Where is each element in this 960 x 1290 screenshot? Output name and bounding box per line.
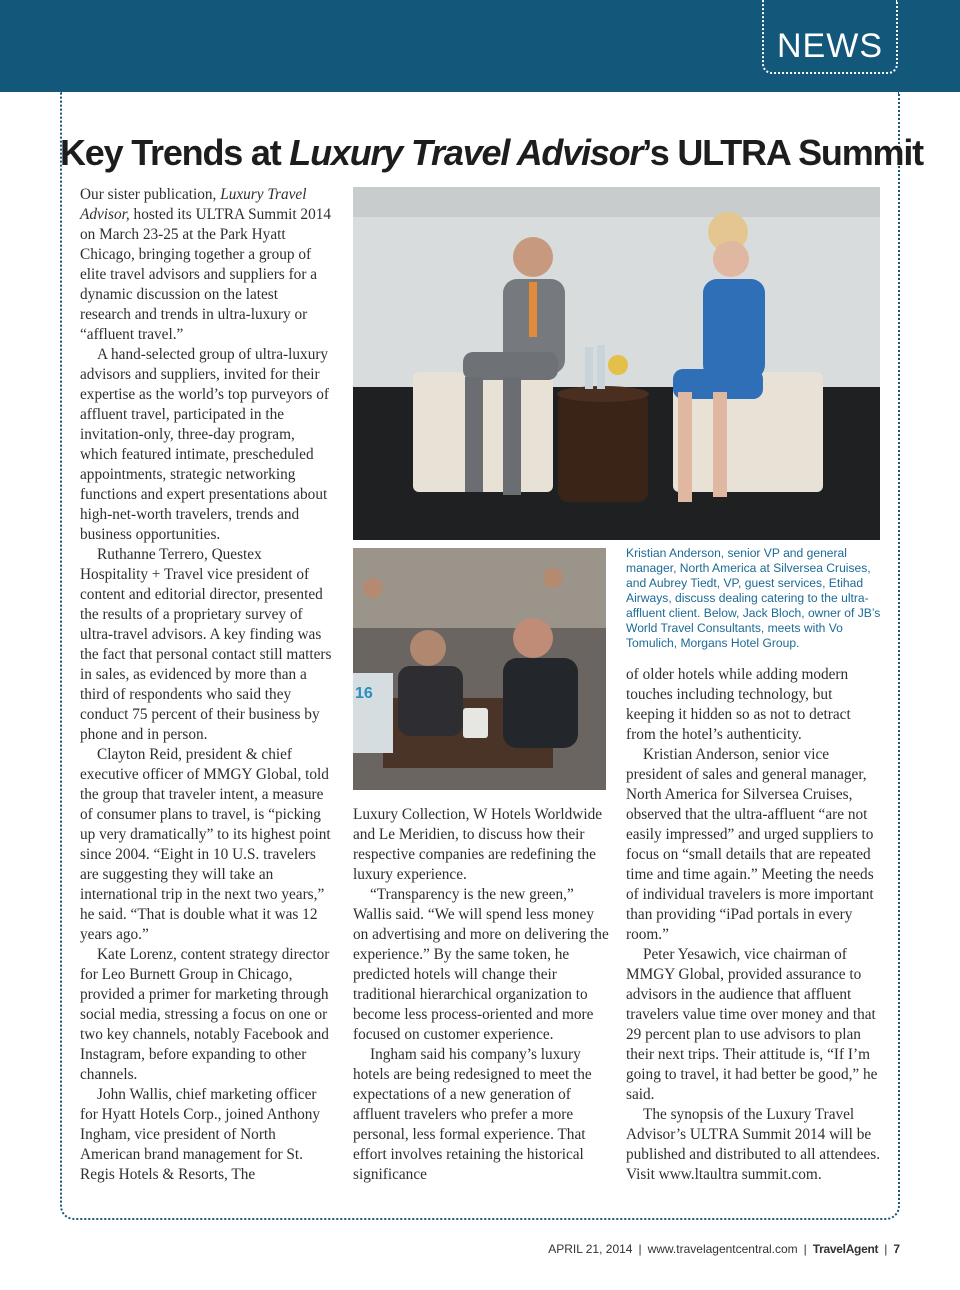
footer-url: www.travelagentcentral.com <box>647 1242 798 1256</box>
meeting-photo <box>353 548 606 790</box>
article-column-1 <box>80 185 332 1185</box>
column2-paragraph-1: Luxury Collection, W Hotels Worldwide and Le Meridien, to discuss how their respective companies are redefining the luxury experience. <box>353 806 603 883</box>
footer-page-number: 7 <box>893 1242 900 1256</box>
article-column-2 <box>353 805 609 1185</box>
top-banner <box>0 0 960 92</box>
panel-discussion-illustration <box>353 187 880 540</box>
column1-paragraph-6: John Wallis, chief marketing officer for Hyatt Hotels Corp., joined Anthony Ingham, vice president of North American brand management for St. Regis Hotels & Resorts, The <box>80 1086 321 1183</box>
column1-paragraph-1 <box>80 185 332 345</box>
column1-p1-rest: hosted its ULTRA Summit 2014 on March 23-25 at the Park Hyatt Chicago, bringing together a group of elite travel advisors and suppliers for a dynamic discussion on the latest research and trends in ultra-luxury or “affluent travel.” <box>80 206 332 343</box>
panel-discussion-photo <box>353 187 880 540</box>
column1-p1-prefix: Our sister publication, <box>80 186 221 203</box>
table-number-sign: 16 <box>355 685 373 702</box>
footer-separator: | <box>803 1242 807 1256</box>
headline-part-1: Key Trends at <box>60 132 290 173</box>
footer-date: APRIL 21, 2014 <box>548 1242 633 1256</box>
footer-brand-logo: TravelAgent <box>812 1242 879 1256</box>
column1-paragraph-2: A hand-selected group of ultra-luxury advisors and suppliers, invited for their expertise as the world’s top purveyors of affluent travel, participated in the invitation-only, three-day program, which featured intimate, prescheduled appointments, strategic networking functions and expert presentations about high-net-worth travelers, trends and business opportunities. <box>80 346 329 543</box>
meeting-illustration <box>353 548 606 790</box>
column2-paragraph-3: Ingham said his company’s luxury hotels are being redesigned to meet the expectations of a new generation of affluent travelers who prefer a more personal, less formal experience. That effort involves retaining the historical significance <box>353 1046 592 1183</box>
column3-paragraph-1: of older hotels while adding modern touches including technology, but keeping it hidden so as not to detract from the hotel’s authenticity. <box>626 666 851 743</box>
column1-paragraph-5: Kate Lorenz, content strategy director for Leo Burnett Group in Chicago, provided a primer for marketing through social media, stressing a focus on one or two key channels, notably Facebook and Instagram, before expanding to other channels. <box>80 946 330 1083</box>
column3-paragraph-3: Peter Yesawich, vice chairman of MMGY Global, provided assurance to advisors in the audience that affluent travelers value time over money and that 29 percent plan to use advisors to plan their next trips. Their attitude is, “If I’m going to travel, it had better be good,” he said. <box>626 946 878 1103</box>
column3-paragraph-4: The synopsis of the Luxury Travel Advisor’s ULTRA Summit 2014 will be published and distributed to all attendees. Visit www.ltaultra summit.com. <box>626 1106 881 1183</box>
photo-caption: Kristian Anderson, senior VP and general manager, North America at Silversea Cruises, and Aubrey Tiedt, VP, guest services, Etihad Airways, discuss dealing catering to the ultra-affluent client. Below, Jack Bloch, owner of JB’s World Travel Consultants, meets with Vo Tomulich, Morgans Hotel Group. <box>626 546 881 650</box>
page-footer <box>548 1242 900 1256</box>
column1-paragraph-4: Clayton Reid, president & chief executive officer of MMGY Global, told the group that traveler intent, a measure of consumer plans to travel, is “picking up very dramatically” to its highest point since 2004. “Eight in 10 U.S. travelers are suggesting they will take an international trip in the next two years,” he said. “That is double what it was 12 years ago.” <box>80 746 331 943</box>
column1-paragraph-3: Ruthanne Terrero, Questex Hospitality + Travel vice president of content and editorial director, presented the results of a proprietary survey of ultra-travel advisors. A key finding was the fact that personal contact still matters in sales, as evidenced by more than a third of respondents who said they conduct 75 percent of their business by phone and in person. <box>80 546 332 743</box>
column3-paragraph-2: Kristian Anderson, senior vice president of sales and general manager, North America for Silversea Cruises, observed that the ultra-affluent “are not easily impressed” and urged suppliers to focus on “small details that are repeated time and time again.” Meeting the needs of individual travelers is more important than providing “iPad portals in every room.” <box>626 746 874 943</box>
article-headline <box>60 130 923 176</box>
section-tab-label: NEWS <box>777 27 883 65</box>
headline-publication-name: Luxury Travel Advisor <box>289 132 643 173</box>
footer-separator: | <box>884 1242 888 1256</box>
headline-part-2: ’s ULTRA Summit <box>642 132 923 173</box>
column1-p1-publication: Luxury Travel Advisor, <box>80 186 307 223</box>
article-column-3 <box>626 665 882 1185</box>
footer-separator: | <box>638 1242 642 1256</box>
section-tab <box>762 0 898 74</box>
column2-paragraph-2: “Transparency is the new green,” Wallis said. “We will spend less money on advertising and more on delivering the experience.” By the same token, he predicted hotels will change their traditional hierarchical organization to become less process-oriented and more focused on customer experience. <box>353 886 609 1043</box>
